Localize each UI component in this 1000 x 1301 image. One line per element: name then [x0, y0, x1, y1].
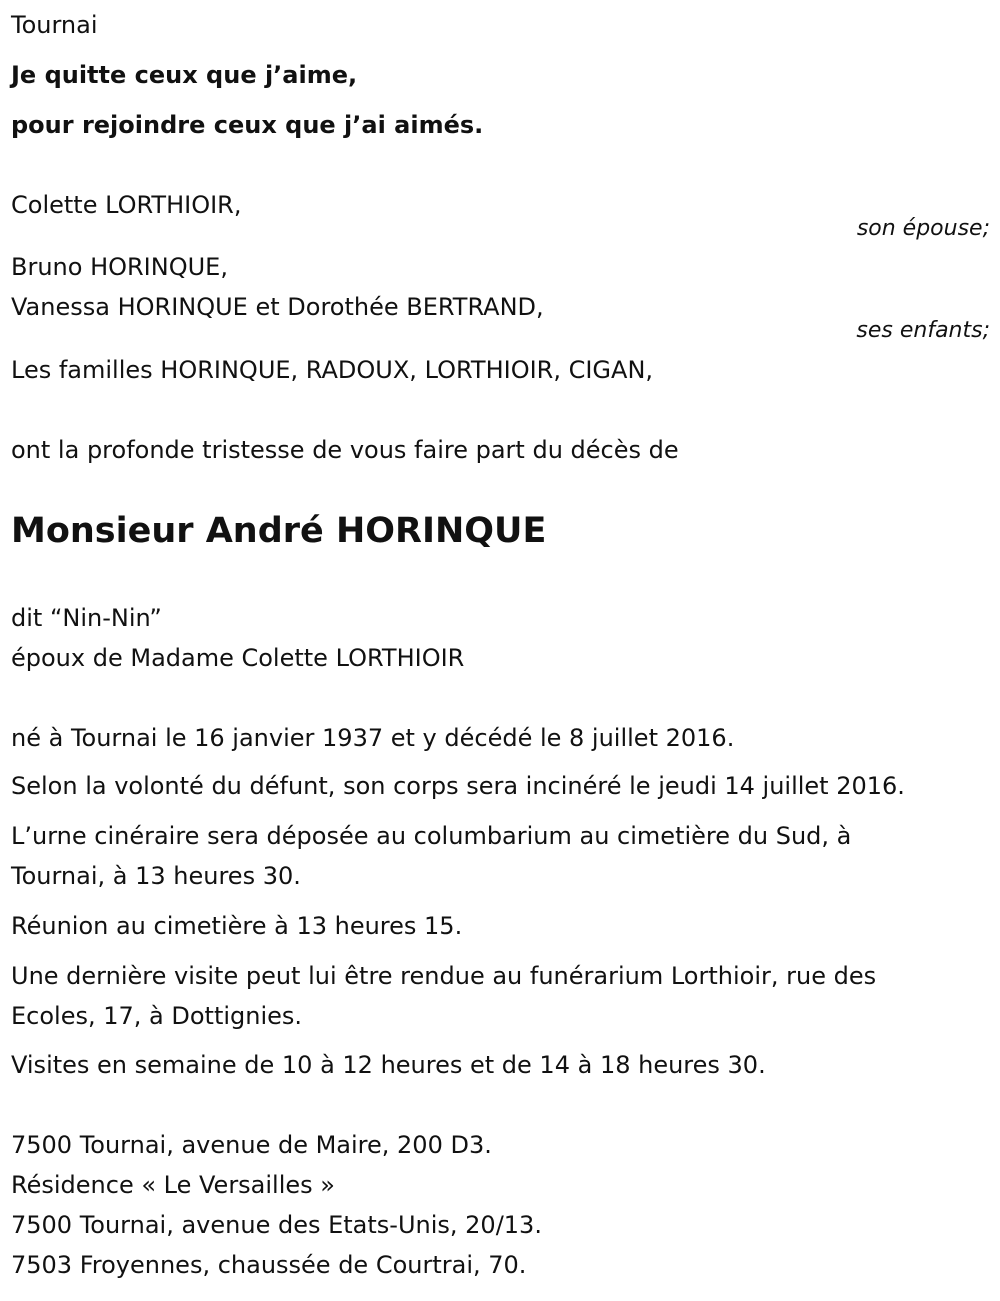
visit-hours: Visites en semaine de 10 à 12 heures et de 14 à 18 heures 30.: [11, 1051, 766, 1079]
address-2: Résidence « Le Versailles »: [11, 1171, 335, 1199]
address-4: 7503 Froyennes, chaussée de Courtrai, 70.: [11, 1251, 527, 1279]
urn-info-line-1: L’urne cinéraire sera déposée au columbarium au cimetière du Sud, à: [11, 822, 852, 850]
child-1: Bruno HORINQUE,: [11, 253, 228, 281]
spouse-of: époux de Madame Colette LORTHIOIR: [11, 644, 465, 672]
child-2: Vanessa HORINQUE et Dorothée BERTRAND,: [11, 293, 544, 321]
city-heading: Tournai: [11, 11, 98, 39]
spouse-name: Colette LORTHIOIR,: [11, 191, 242, 219]
visit-info-line-2: Ecoles, 17, à Dottignies.: [11, 1002, 303, 1030]
birth-death: né à Tournai le 16 janvier 1937 et y décédé le 8 juillet 2016.: [11, 724, 735, 752]
urn-info-line-2: Tournai, à 13 heures 30.: [11, 862, 301, 890]
quote-line-2: pour rejoindre ceux que j’ai aimés.: [11, 111, 484, 139]
deceased-name: Monsieur André HORINQUE: [11, 511, 547, 551]
meeting-info: Réunion au cimetière à 13 heures 15.: [11, 912, 463, 940]
address-3: 7500 Tournai, avenue des Etats-Unis, 20/13.: [11, 1211, 542, 1239]
children-role: ses enfants;: [856, 318, 990, 343]
visit-info-line-1: Une dernière visite peut lui être rendue au funérarium Lorthioir, rue des: [11, 962, 877, 990]
quote-line-1: Je quitte ceux que j’aime,: [11, 61, 358, 89]
spouse-role: son épouse;: [856, 216, 990, 241]
families-line: Les familles HORINQUE, RADOUX, LORTHIOIR, CIGAN,: [11, 356, 654, 384]
cremation-info: Selon la volonté du défunt, son corps sera incinéré le jeudi 14 juillet 2016.: [11, 772, 905, 800]
address-1: 7500 Tournai, avenue de Maire, 200 D3.: [11, 1131, 492, 1159]
nickname: dit “Nin-Nin”: [11, 604, 162, 632]
announcement-text: ont la profonde tristesse de vous faire part du décès de: [11, 436, 679, 464]
